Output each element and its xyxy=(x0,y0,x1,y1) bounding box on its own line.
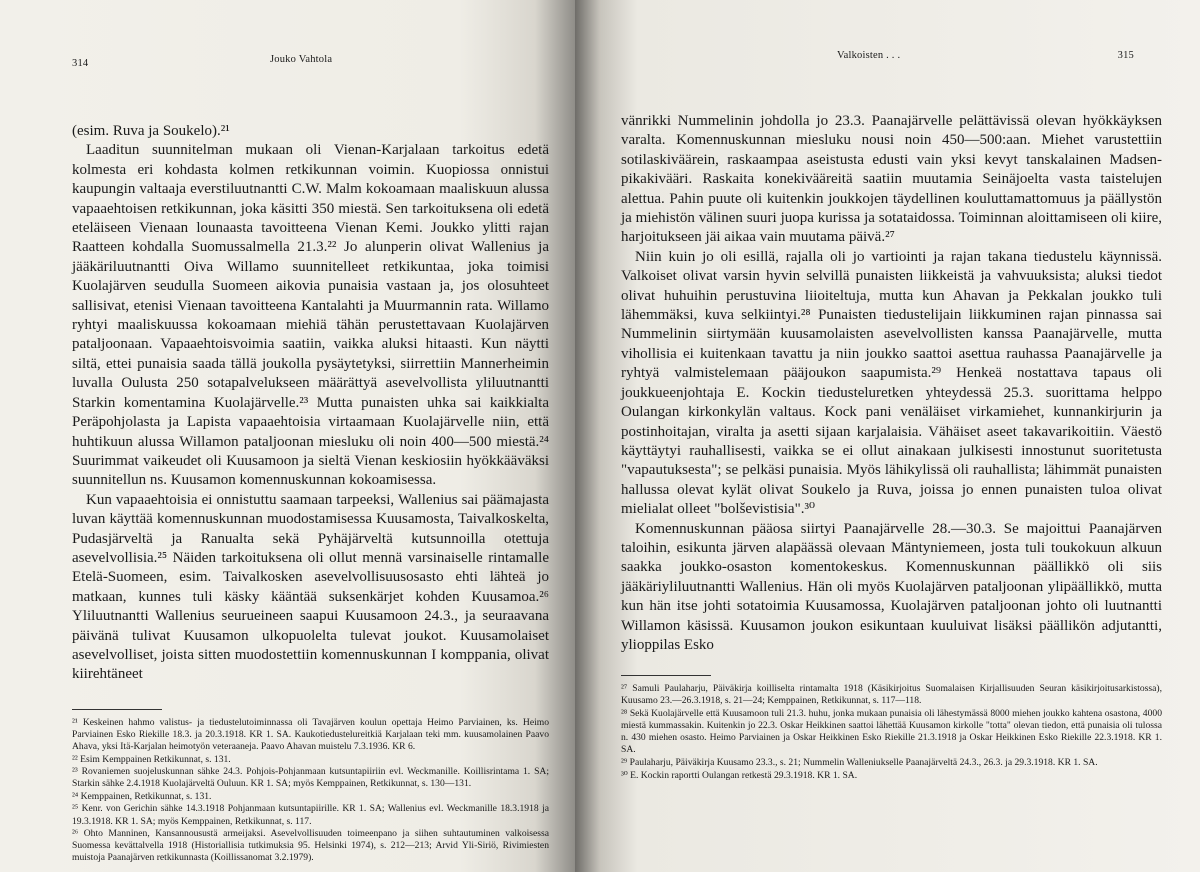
footnote-26: ²⁶ Ohto Manninen, Kansannousustä armeijaksi. Asevelvollisuuden toimeenpano ja siihen suhtautuminen valkoisessa Suomessa kevättalvella 1918 (Historiallisia tutkimuksia 95. Helsinki 1974), s. 212—213; Arvid Yli-Siriö, Rivimiesten muistoja Paanajärven retkikunnasta (Koillissanomat 3.2.1979). xyxy=(72,828,549,864)
footnote-30: ³⁰ E. Kockin raportti Oulangan retkestä 29.3.1918. KR 1. SA. xyxy=(621,769,858,781)
right-running-title: Valkoisten . . . xyxy=(837,50,901,61)
footnote-28: ²⁸ Sekä Kuolajärvelle että Kuusamoon tuli 21.3. huhu, jonka mukaan punaisia oli lähestymässä 8000 miehen joukko kahtena osastona, 4000 miestä kummassakin. Kuitenkin jo 22.3. Oskar Heikkinen saattoi lähettää Kuusamon kirkolle "totta" olevan tiedon, että punaisia oli tulossa n. 430 miehen osasto. Heimo Parviainen ja Oskar Heikkinen Esko Riekille 21.3.1918 ja Oskar Heikkinen Esko Riekille 22.3.1918. KR 1. SA. xyxy=(621,708,1162,756)
left-paragraph-3: Kun vapaaehtoisia ei onnistuttu saamaan tarpeeksi, Wallenius sai päämajasta luvan käyttää komennuskunnan muodostamisessa Kuusamosta, Taivalkoskelta, Pudasjärveltä ja Ranualta sekä Pyhäjärveltä kutsunnoilla otettuja asevelvollisia.²⁵ Näiden tarkoituksena oli ollut mennä varsinaiselle rintamalle Etelä-Suomeen, esim. Taivalkosken asevelvollisuusosasto ehti lähteä jo matkaan, kunnes tuli käsky kääntää suksenkärjet kohden Kuusamoa.²⁶ Yliluutnantti Wallenius seurueineen saapui Kuusamoon 24.3., ja seuraavana päivänä tulivat Kuusamon ulkopuolelta tulevat joukot. Kuusamolaiset asevelvolliset, joista sitten muodostettiin komennuskunnan I komppania, olivat kiirehtäneet xyxy=(72,491,549,683)
footnote-21: ²¹ Keskeinen hahmo valistus- ja tiedustelutoiminnassa oli Tavajärven koulun opettaja Heimo Parviainen, ks. Heimo Parviainen Esko Riekille 18.3. ja 20.3.1918. KR 1. SA. Kaukotiedustelureitkiä Karjalaan teki mm. kuusamolainen Paavo Ahava, yksi Itä-Karjalan heimotyön veteraaneja. Paavo Ahavan muistelu 7.3.1936. KR 6. xyxy=(72,716,549,752)
right-footnote-rule xyxy=(621,675,711,676)
left-page xyxy=(0,0,575,872)
left-running-title: Jouko Vahtola xyxy=(270,54,333,65)
left-paragraph-1: (esim. Ruva ja Soukelo).²¹ xyxy=(72,123,230,139)
footnote-24: ²⁴ Kemppainen, Retkikunnat, s. 131. xyxy=(72,790,212,802)
left-paragraph-2: Laaditun suunnitelman mukaan oli Vienan-Karjalaan tarkoitus edetä kolmesta eri kohdasta kolmen retkikunnan voimin. Kuopiossa onnistui kaupungin valtaaja everstiluutnantti C.W. Malm kokoamaan maaliskuun alussa vapaaehtoisen retkikunnan, joka käsitti 350 miestä. Sen tarkoituksena oli edetä eteläiseen Vienaan lounaasta tavoitteena Vienan Kemi. Joukko ylitti rajan Raatteen kohdalla Suomussalmella 21.3.²² Jo alunperin olivat Wallenius ja jääkäriluutnantti Oiva Willamo suunnitelleet retkikuntaa, joka toimisi Kuolajärven seudulla Suomeen aikovia punaisia vastaan ja, jos olosuhteet sallisivat, etenisi Vienaan tavoitteena Kantalahti ja Muurmannin rata. Willamo ryhtyi maaliskuussa kokoamaan miehiä tähän perustettavaan Kuolajärven pataljoonaan. Vapaaehtoisvoimia saatiin, vaikka aluksi hitaasti. Kun näytti siltä, ettei punaisia saada tällä joukolla pysäytetyksi, siirrettiin Mannerheimin luvalla Oulusta 250 sotapalvelukseen määrättyä asevelvollista yliluutnantti Starkin komentamina Kuolajärvelle.²³ Mutta punaisten uhka sai kaikkialta Peräpohjolasta ja Lapista vapaaehtoisia virtaamaan Kuolajärvelle niin, että huhtikuun alussa Willamon pataljoonan miesluku oli noin 400—500 miestä.²⁴ Suurimmat vaikeudet oli Kuusamoon ja sieltä Vienan keskiosiin hyökkääväksi suunnitellun ns. Kuusamon komennuskunnan kokoamisessa. xyxy=(72,142,549,489)
footnote-22: ²² Esim Kemppainen Retkikunnat, s. 131. xyxy=(72,753,231,765)
footnote-29: ²⁹ Paulaharju, Päiväkirja Kuusamo 23.3., s. 21; Nummelin Walleniukselle Paanajärveltä 24.3., 26.3. ja 29.3.1918. KR 1. SA. xyxy=(621,756,1098,768)
left-running-head xyxy=(72,50,549,70)
left-body-text xyxy=(72,122,549,685)
footnote-23: ²³ Rovaniemen suojeluskunnan sähke 24.3. Pohjois-Pohjanmaan kutsuntapiiriin evl. Weckmanille. Koillisrintama 1. SA; Starkin sähke 2.4.1918 Kuolajärveltä Ouluun. KR 1. SA; myös Kemppainen, Retkikunnat, s. 130—131. xyxy=(72,766,549,790)
right-paragraph-2: Niin kuin jo oli esillä, rajalla oli jo vartiointi ja rajan takana tiedustelu käynnissä. Valkoiset olivat varsin hyvin selvillä punaisten liikkeistä ja vahvuuksista; aluksi tiedot olivat huhuihin perustuvina liioiteltuja, mutta kun Ahavan ja Pekkalan joukko tuli lähemmäksi, kuva selkiintyi.²⁸ Punaisten tiedustelijain liikkuminen rajan pinnassa sai Nummelinin siirtymään kuusamolaisten asevelvollisten kanssa Paanajärvelle, mutta vihollisia ei kuitenkaan tavattu ja niin joukko saattoi asettua rauhassa Paanajärvelle ja ryhtyä valmistelemaan pääjoukon saapumista.²⁹ Henkeä nostattava tapaus oli joukkueenjohtaja E. Kockin tiedusteluretken yhteydessä 25.3. suorittama helppo Oulangan kirkonkylän valtaus. Kock pani venäläiset virkamiehet, kunnankirjurin ja postinhoitajan, viralta ja asetti sijaan karjalaisia. Vähäiset aseet takavarikoitiin. Väestö käyttäytyi rauhallisesti, vaikka se ei ollut ainakaan julkisesti innostunut suoritetusta "vapautuksesta"; se pelkäsi punaisia. Myös lähikylissä oli rauhallista; lähimmät punaisten hallussa olevat kylät olivat Soukelo ja Ruva, joissa jo ennen punaisten tuloa olivat mielialat olleet "bolševistisia".³⁰ xyxy=(621,248,1162,518)
left-page-number: 314 xyxy=(72,58,89,69)
footnote-25: ²⁵ Kenr. von Gerichin sähke 14.3.1918 Pohjanmaan kutsuntapiirille. KR 1. SA; Wallenius evl. Weckmanille 18.3.1918 ja 19.3.1918. KR 1. SA; myös Kemppainen, Retkikunnat, s. 117. xyxy=(72,803,549,827)
right-page-number: 315 xyxy=(1117,50,1134,61)
right-footnotes xyxy=(621,683,1162,781)
left-footnote-rule xyxy=(72,709,162,710)
right-paragraph-3: Komennuskunnan pääosa siirtyi Paanajärvelle 28.—30.3. Se majoittui Paanajärven taloihin, esikunta järven alapäässä olevaan Mäntyniemeen, josta tuli toukokuun alkuun saakka joukko-osaston komentokeskus. Komennuskunnan päällikkö oli siis jääkäriyliluutnantti Wallenius. Hän oli myös Kuolajärven pataljoonan ylipäällikkö, mutta kun hän itse johti sotatoimia Kuusamossa, Kuolajärven pataljoonan johto oli luutnantti Willamon käsissä. Kuusamon joukon esikuntaan kuuluivat lisäksi päällikön adjutantti, ylioppilas Esko xyxy=(621,520,1162,653)
right-running-head xyxy=(621,50,1162,70)
footnote-27: ²⁷ Samuli Paulaharju, Päiväkirja koilliselta rintamalta 1918 (Käsikirjoitus Suomalaisen Kirjallisuuden Seuran käsikirjoitusarkistossa), Kuusamo 23.—26.3.1918, s. 21—24; Kemppainen, Retkikunnat, s. 117—118. xyxy=(621,683,1162,707)
right-paragraph-1: vänrikki Nummelinin johdolla jo 23.3. Paanajärvelle pelättävissä olevan hyökkäyksen varalta. Komennuskunnan miesluku nousi noin 450—500:aan. Miehet varustettiin sotilaskiväärein, raskaampaa aseistusta edusti vain yksi kevyt tanskalainen Madsen-pikakivääri. Raskaita konekivääreitä saatiin muutamia Seinäjoelta vasta taistelujen alettua. Pahin puute oli kuitenkin joukkojen täydellinen kouluttamattomuus ja päällystön ja miehistön välinen suuri juopa kurissa ja sotataidossa. Toiminnan aloittamiseen oli kiire, harjoitukseen jäi aikaa vain muutama päivä.²⁷ xyxy=(621,113,1162,246)
left-footnotes xyxy=(72,717,549,865)
right-body-text xyxy=(621,112,1162,655)
right-page xyxy=(575,0,1200,872)
